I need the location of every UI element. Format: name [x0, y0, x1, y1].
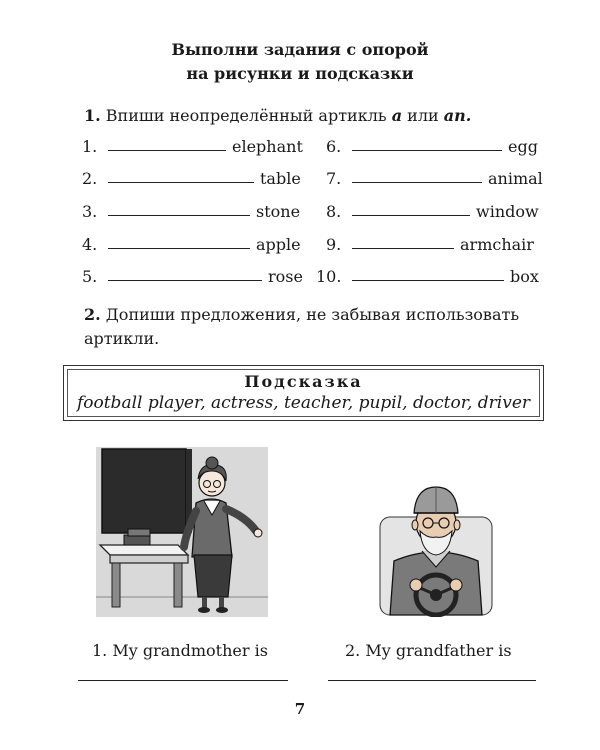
item-number: 7.: [326, 169, 342, 188]
item-number: 10.: [316, 267, 342, 286]
exercise-item-4: [82, 228, 301, 254]
teacher-illustration: [96, 447, 268, 617]
heading-line-2: на рисунки и подсказки: [186, 64, 414, 83]
exercise-item-5: [82, 260, 303, 286]
answer-blank[interactable]: [108, 280, 262, 281]
exercise-item-2: [82, 162, 301, 188]
task-1-number: 1.: [84, 106, 101, 125]
task-1-instruction: [84, 104, 554, 128]
item-word: egg: [508, 137, 538, 156]
caption-grandmother: 1. My grandmother is: [92, 641, 268, 660]
hint-title: Подсказка: [244, 372, 363, 391]
article-a: a: [391, 106, 403, 125]
heading-line-1: Выполни задания с опорой: [171, 40, 429, 59]
item-number: 4.: [82, 235, 98, 254]
task-1-or: или: [407, 106, 439, 125]
hint-words: football player, actress, teacher, pupil, doctor, driver: [76, 393, 531, 413]
exercise-item-8: [326, 195, 539, 221]
exercise-item-6: [326, 130, 538, 156]
item-number: 3.: [82, 202, 98, 221]
item-number: 1.: [82, 137, 98, 156]
answer-blank[interactable]: [108, 248, 250, 249]
item-number: 8.: [326, 202, 342, 221]
answer-blank[interactable]: [352, 215, 470, 216]
task-2-text-line-2: артикли.: [84, 329, 160, 348]
answer-line-grandfather[interactable]: [328, 680, 536, 681]
exercise-item-7: [326, 162, 543, 188]
item-number: 5.: [82, 267, 98, 286]
exercise-item-10: [316, 260, 539, 286]
answer-blank[interactable]: [352, 150, 502, 151]
caption-grandfather: 2. My grandfather is: [345, 641, 512, 660]
item-word: window: [476, 202, 539, 221]
item-number: 6.: [326, 137, 342, 156]
exercise-item-3: [82, 195, 300, 221]
answer-blank[interactable]: [352, 182, 482, 183]
item-word: elephant: [232, 137, 303, 156]
hint-box: [63, 365, 544, 421]
article-an: an.: [443, 106, 472, 125]
task-2-number: 2.: [84, 305, 101, 324]
task-1-text: Впиши неопределённый артикль: [105, 106, 387, 125]
answer-blank[interactable]: [352, 248, 454, 249]
item-word: box: [510, 267, 539, 286]
item-number: 9.: [326, 235, 342, 254]
answer-line-grandmother[interactable]: [78, 680, 288, 681]
task-2-text-line-1: Допиши предложения, не забывая использовать: [105, 305, 520, 324]
page-number: 7: [294, 700, 306, 718]
answer-blank[interactable]: [108, 150, 226, 151]
item-word: armchair: [460, 235, 534, 254]
item-word: animal: [488, 169, 543, 188]
driver-illustration: [376, 477, 496, 617]
answer-blank[interactable]: [108, 182, 254, 183]
task-2-instruction: [84, 303, 554, 351]
answer-blank[interactable]: [108, 215, 250, 216]
exercise-item-1: [82, 130, 303, 156]
item-word: table: [260, 169, 301, 188]
exercise-item-9: [326, 228, 534, 254]
item-word: rose: [268, 267, 303, 286]
item-word: apple: [256, 235, 301, 254]
item-word: stone: [256, 202, 301, 221]
item-number: 2.: [82, 169, 98, 188]
answer-blank[interactable]: [352, 280, 504, 281]
